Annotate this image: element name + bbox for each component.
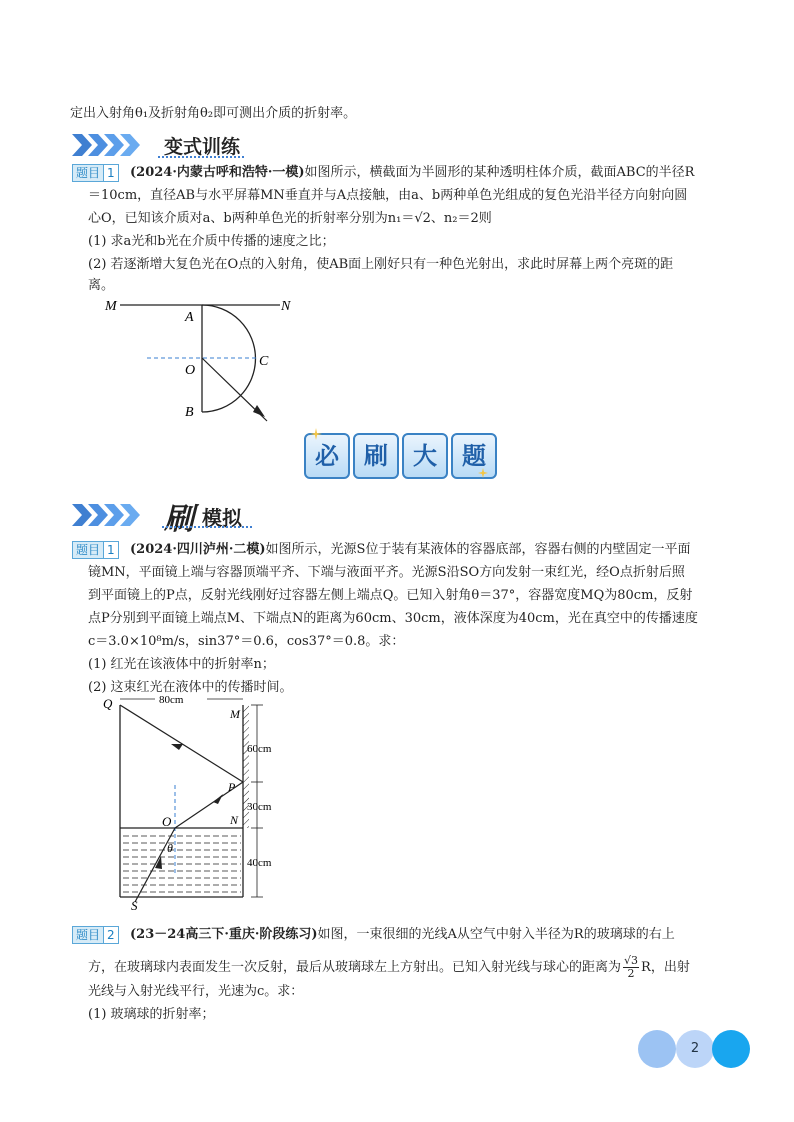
question-tag-label: 题目 xyxy=(72,541,104,559)
label-Q: Q xyxy=(103,696,113,711)
figure-container xyxy=(95,690,295,910)
chevron-arrows-icon xyxy=(72,134,162,156)
label-C: C xyxy=(259,354,269,369)
ray-PQ xyxy=(120,705,243,782)
fraction-denominator: 2 xyxy=(627,967,635,980)
chevron-arrows-icon xyxy=(72,504,162,526)
ray-arrow-icon xyxy=(253,405,265,417)
q3-line2 xyxy=(88,955,690,980)
fraction-numerator: √3 xyxy=(624,954,639,967)
q2-sub2: (2) 这束红光在液体中的传播时间。 xyxy=(88,680,293,695)
intro-text: 定出入射角θ₁及折射角θ₂即可测出介质的折射率。 xyxy=(70,106,357,121)
q2-line3: 到平面镜上的P点，反射光线刚好过容器左侧上端点Q。已知入射角θ＝37°，容器宽度MQ为80cm，反射 xyxy=(88,588,693,603)
banner-char: 大 xyxy=(402,433,448,479)
q2-source: (2024·四川泸州·二模) xyxy=(130,542,266,557)
q1-line2: ＝10cm，直径AB与水平屏幕MN垂直并与A点接触，由a、b两种单色光组成的复色光沿半径方向射向圆 xyxy=(88,188,688,203)
question-tag xyxy=(72,926,119,944)
section-title-brush: 刷 xyxy=(164,502,194,537)
dim-30: 30cm xyxy=(247,801,272,813)
q1-sub1: (1) 求a光和b光在介质中传播的速度之比； xyxy=(88,234,335,249)
label-P: P xyxy=(228,780,236,794)
label-M: M xyxy=(230,707,240,721)
label-A: A xyxy=(185,310,194,325)
section-header-variant-training xyxy=(72,130,272,160)
q2-line4: 点P分别到平面镜上端点M、下端点N的距离为60cm、30cm，液体深度为40cm，光在真空中的传播速度 xyxy=(88,611,698,626)
label-M: M xyxy=(105,299,117,314)
q1-sub2b: 离。 xyxy=(88,278,115,293)
label-O: O xyxy=(162,814,172,829)
label-B: B xyxy=(185,405,194,420)
question-tag xyxy=(72,541,119,559)
section-title: 变式训练 xyxy=(164,136,241,158)
section-title: 模拟 xyxy=(202,506,242,530)
q1-line3: 心O，已知该介质对a、b两种单色光的折射率分别为n₁＝√2、n₂＝2则 xyxy=(88,211,492,226)
q1-source: (2024·内蒙古呼和浩特·一模) xyxy=(130,165,305,180)
badge-circle-left xyxy=(638,1030,676,1068)
sparkle-icon xyxy=(310,428,322,440)
q3-line1 xyxy=(130,925,675,945)
label-S: S xyxy=(131,898,138,910)
question-tag-label: 题目 xyxy=(72,926,104,944)
sparkle-icon xyxy=(478,468,488,478)
dim-width: 80cm xyxy=(159,694,184,706)
label-N: N xyxy=(230,813,239,827)
badge-circle-right xyxy=(712,1030,750,1068)
q2-sub1: (1) 红光在该液体中的折射率n； xyxy=(88,657,275,672)
figure-semicircle xyxy=(95,293,305,428)
ray-arrow-icon xyxy=(171,744,183,750)
q2-line5: c＝3.0×10⁸m/s，sin37°＝0.6，cos37°＝0.8。求： xyxy=(88,634,405,649)
banner-char: 必 xyxy=(304,433,350,479)
dim-40: 40cm xyxy=(247,857,272,869)
label-theta: θ xyxy=(167,841,173,855)
question-tag-number: 1 xyxy=(104,164,119,182)
question-tag-number: 1 xyxy=(104,541,119,559)
q3-text1: 如图，一束很细的光线A从空气中射入半径为R的玻璃球的右上 xyxy=(317,927,675,942)
question-tag-label: 题目 xyxy=(72,164,104,182)
question-tag-number: 2 xyxy=(104,926,119,944)
q2-line1 xyxy=(130,540,690,560)
dim-60: 60cm xyxy=(247,743,272,755)
fraction-sqrt3-over-2 xyxy=(623,955,639,980)
q3-text2b: R，出射 xyxy=(641,960,690,975)
question-tag xyxy=(72,164,119,182)
q3-sub1: (1) 玻璃球的折射率； xyxy=(88,1007,215,1022)
q3-source: (23－24高三下·重庆·阶段练习) xyxy=(130,927,318,942)
ray-arrow-icon xyxy=(213,794,223,804)
title-underline xyxy=(162,526,252,528)
liquid-fill xyxy=(123,836,241,892)
q1-text1: 如图所示，横截面为半圆形的某种透明柱体介质，截面ABC的半径R xyxy=(304,165,695,180)
label-N: N xyxy=(281,299,291,314)
title-underline xyxy=(158,156,244,158)
q2-text1: 如图所示，光源S位于装有某液体的容器底部，容器右侧的内壁固定一平面 xyxy=(265,542,691,557)
q2-line2: 镜MN，平面镜上端与容器顶端平齐、下端与液面平齐。光源S沿SO方向发射一束红光，经O点折射后照 xyxy=(88,565,685,580)
section-header-mock xyxy=(72,496,292,537)
label-O: O xyxy=(185,363,196,378)
ray-SO xyxy=(135,828,175,902)
q3-line3: 光线与入射光线平行，光速为c。求： xyxy=(88,984,304,999)
banner-char: 刷 xyxy=(353,433,399,479)
q3-text2a: 方，在玻璃球内表面发生一次反射，最后从玻璃球左上方射出。已知入射光线与球心的距离为 xyxy=(88,960,622,975)
banner-char: 题 xyxy=(451,433,497,479)
page-number: 2 xyxy=(676,1030,714,1068)
q1-sub2a: (2) 若逐渐增大复色光在O点的入射角，使AB面上刚好只有一种色光射出，求此时屏幕上两个亮斑的距 xyxy=(88,257,674,272)
q1-line1 xyxy=(130,163,694,183)
